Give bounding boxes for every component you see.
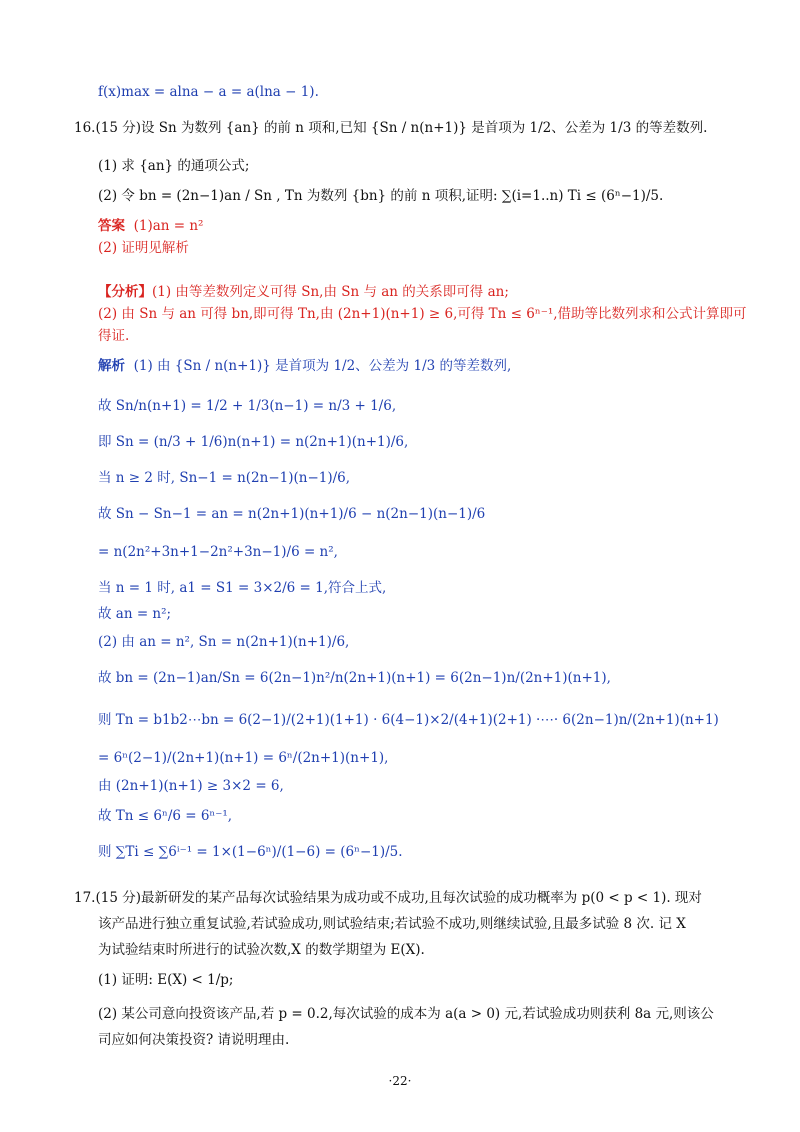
solution-step: 即 Sn = (n/3 + 1/6)n(n+1) = n(2n+1)(n+1)/6, [98,434,409,450]
solution-step: 则 ∑Ti ≤ ∑6ⁱ⁻¹ = 1×(1−6ⁿ)/(1−6) = (6ⁿ−1)/5. [98,844,403,860]
answer-2: (2) 证明见解析 [98,240,189,256]
solution-label: 解析 [98,358,125,374]
solution-step: 故 Tn ≤ 6ⁿ/6 = 6ⁿ⁻¹, [98,808,233,824]
solution-step: (1) 由 {Sn / n(n+1)} 是首项为 1/2、公差为 1/3 的等差数列, [133,358,512,374]
solution-step: (2) 由 an = n², Sn = n(2n+1)(n+1)/6, [98,634,350,650]
q17-line-2: 该产品进行独立重复试验,若试验成功,则试验结束;若试验不成功,则继续试验,且最多试验 8 次. 记 X [98,916,686,932]
answer-label: 答案 [98,218,125,234]
question-17 [74,888,702,908]
q16-number: 16. [74,120,96,136]
solution-step: 当 n = 1 时, a1 = S1 = 3×2/6 = 1,符合上式, [98,580,387,596]
analysis-line-3: 得证. [98,328,130,344]
solution-step: 故 an = n²; [98,606,172,622]
solution-step: 故 Sn − Sn−1 = an = n(2n+1)(n+1)/6 − n(2n−1)(n−1)/6 [98,506,486,522]
solution-line-1 [98,356,511,376]
solution-step: 由 (2n+1)(n+1) ≥ 3×2 = 6, [98,778,284,794]
q17-line-3: 为试验结束时所进行的试验次数,X 的数学期望为 E(X). [98,942,425,958]
answer-1: (1)an = n² [133,218,204,234]
solution-step: 则 Tn = b1b2⋯bn = 6(2−1)/(2+1)(1+1) · 6(4−1)×2/(4+1)(2+1) ·⋯· 6(2n−1)n/(2n+1)(n+1) [98,712,719,728]
solution-step: 当 n ≥ 2 时, Sn−1 = n(2n−1)(n−1)/6, [98,470,351,486]
q16-answer [98,216,203,236]
q16-part1: (1) 求 {an} 的通项公式; [98,158,250,174]
q17-number: 17. [74,890,96,906]
top-formula-line: f(x)max = alna − a = a(lna − 1). [98,84,319,100]
analysis-line-1 [98,282,509,302]
q16-part2: (2) 令 bn = (2n−1)an / Sn , Tn 为数列 {bn} 的前 n 项积,证明: ∑(i=1..n) Ti ≤ (6ⁿ−1)/5. [98,188,664,204]
page-number: ·22· [388,1074,412,1088]
analysis-line-2: (2) 由 Sn 与 an 可得 bn,即可得 Tn,由 (2n+1)(n+1) ≥ 6,可得 Tn ≤ 6ⁿ⁻¹,借助等比数列求和公式计算即可 [98,306,747,322]
q17-line-1: (15 分)最新研发的某产品每次试验结果为成功或不成功,且每次试验的成功概率为 p(0 < p < 1). 现对 [95,890,702,906]
question-16 [74,118,707,138]
solution-step: 故 Sn/n(n+1) = 1/2 + 1/3(n−1) = n/3 + 1/6, [98,398,397,414]
solution-step: = 6ⁿ(2−1)/(2n+1)(n+1) = 6ⁿ/(2n+1)(n+1), [98,750,389,766]
analysis-text-1: (1) 由等差数列定义可得 Sn,由 Sn 与 an 的关系即可得 an; [152,284,509,300]
solution-step: 故 bn = (2n−1)an/Sn = 6(2n−1)n²/n(2n+1)(n+1) = 6(2n−1)n/(2n+1)(n+1), [98,670,611,686]
q17-part2b: 司应如何决策投资? 请说明理由. [98,1032,290,1048]
q16-intro: (15 分)设 Sn 为数列 {an} 的前 n 项和,已知 {Sn / n(n+1)} 是首项为 1/2、公差为 1/3 的等差数列. [95,120,708,136]
q17-part2a: (2) 某公司意向投资该产品,若 p = 0.2,每次试验的成本为 a(a > 0) 元,若试验成功则获利 8a 元,则该公 [98,1006,714,1022]
q17-part1: (1) 证明: E(X) < 1/p; [98,972,234,988]
solution-step: = n(2n²+3n+1−2n²+3n−1)/6 = n², [98,544,338,560]
analysis-label: 【分析】 [98,284,152,300]
